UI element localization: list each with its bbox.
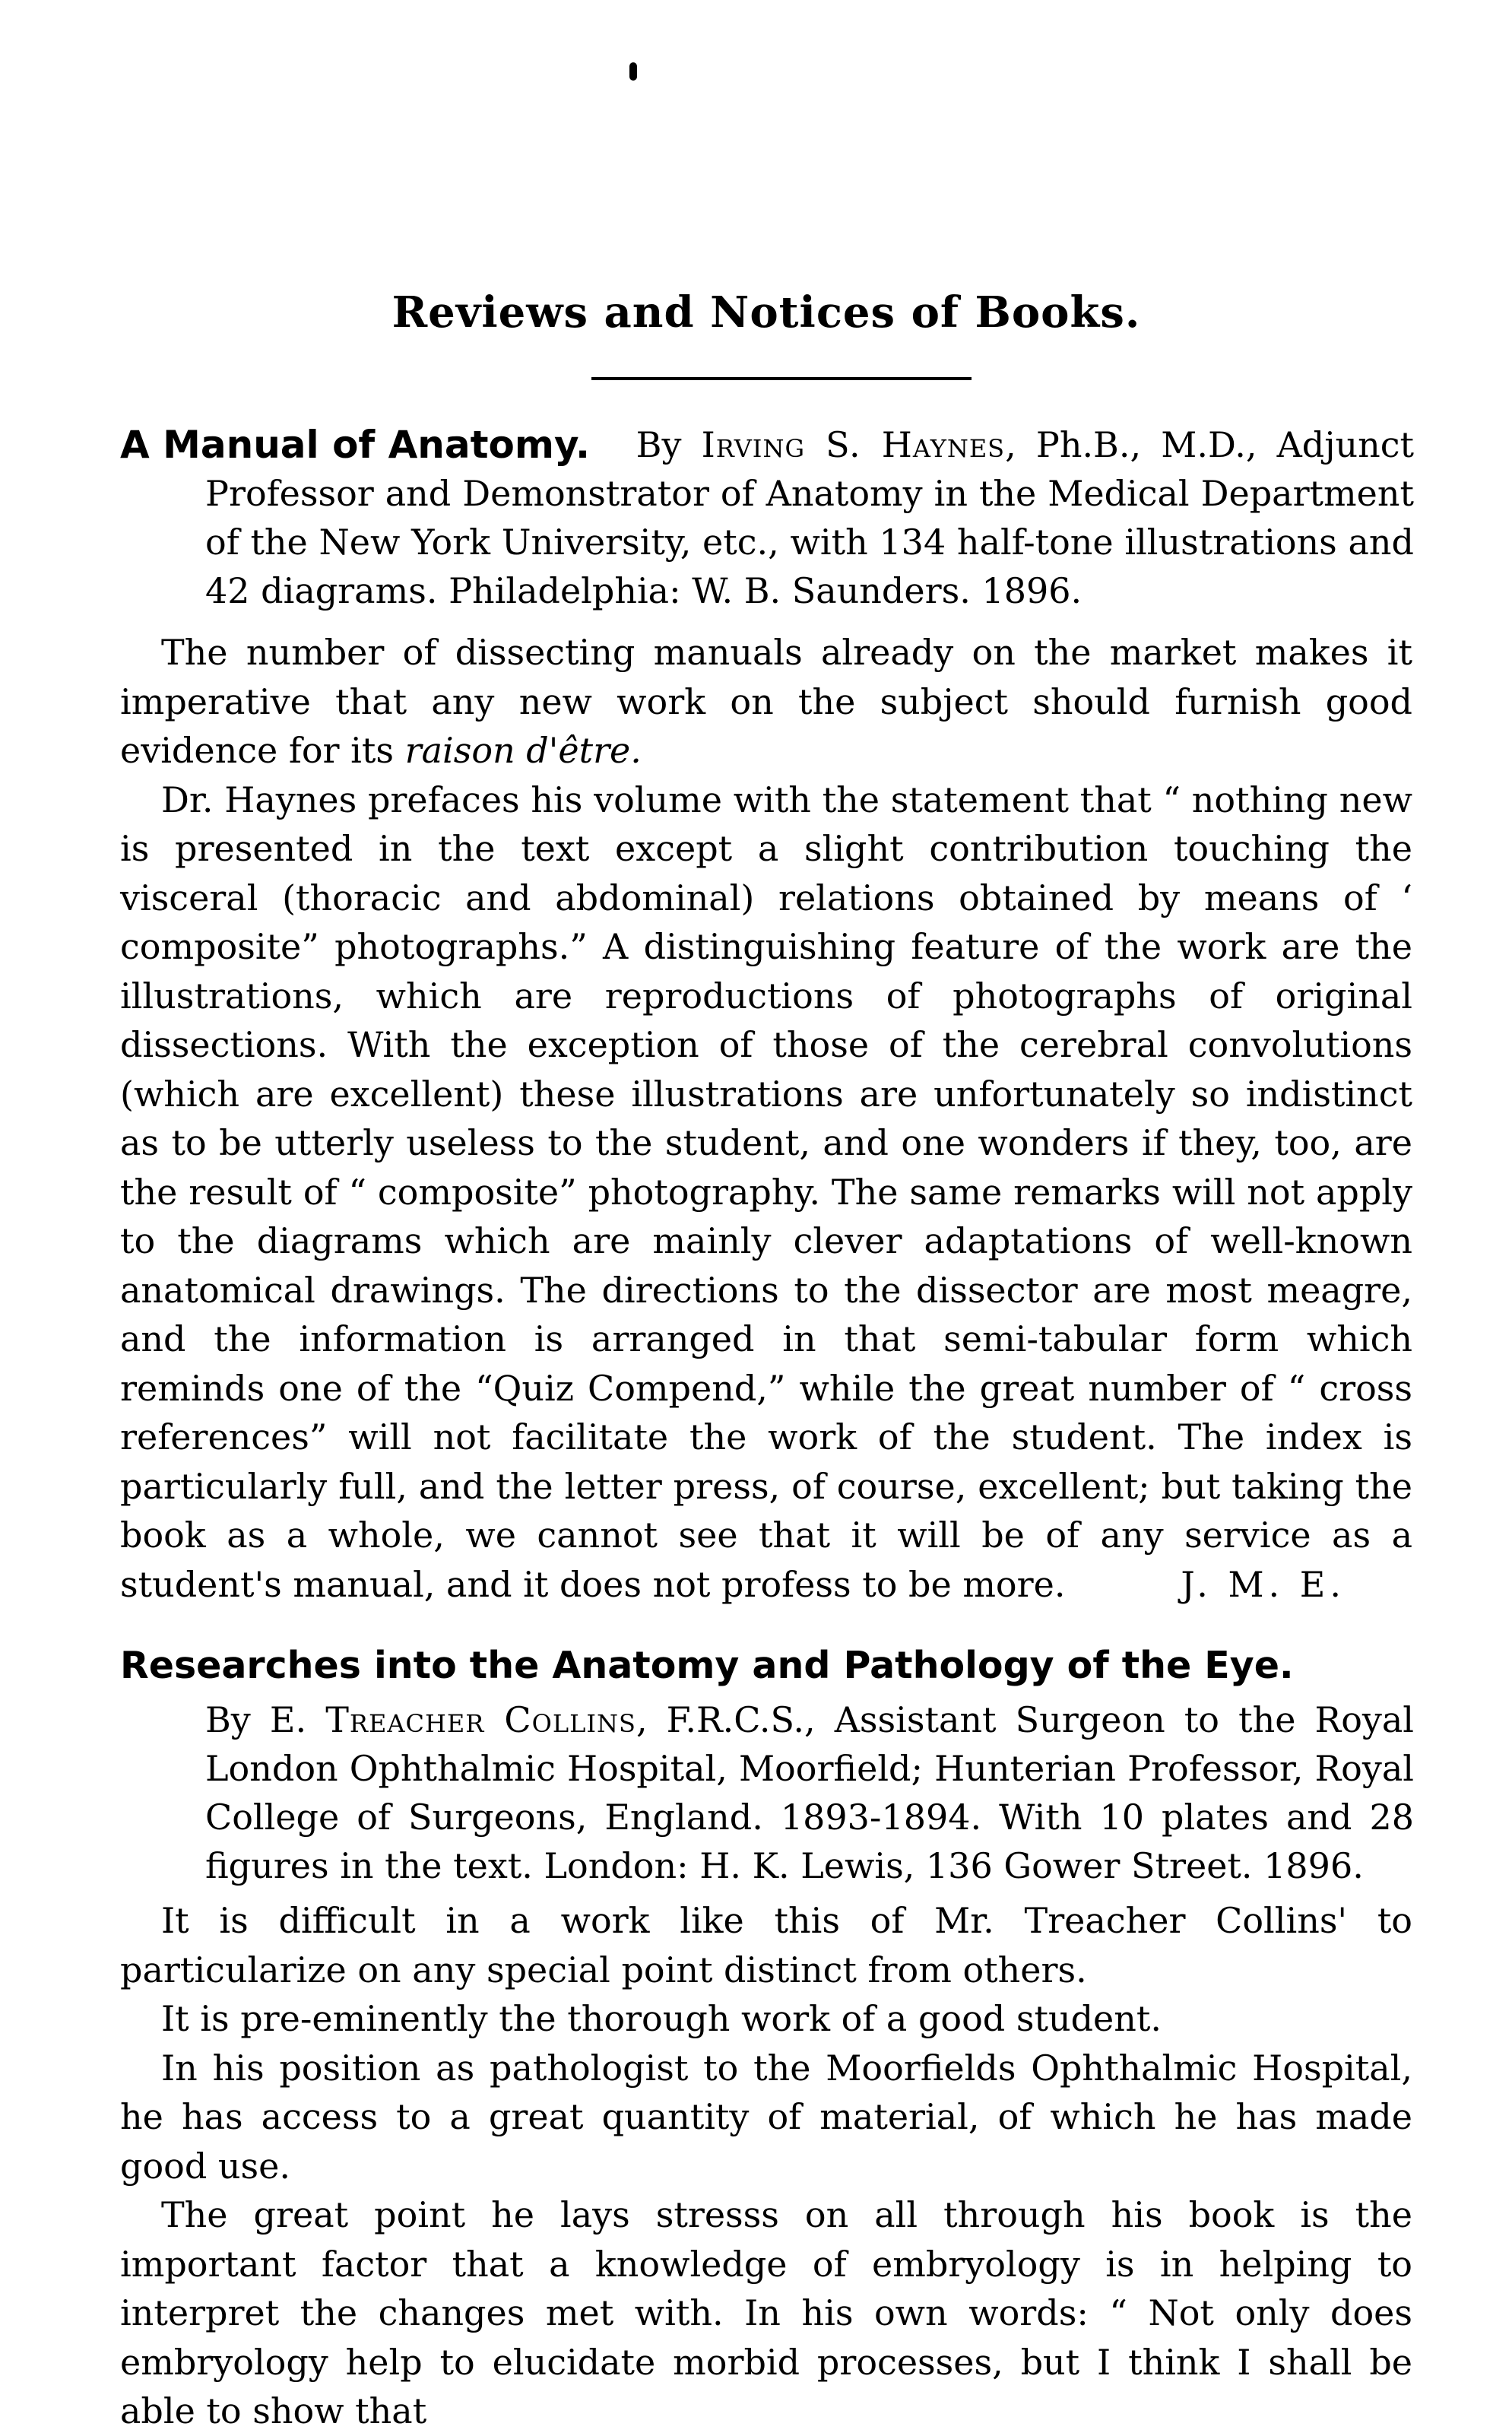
review1-title: A Manual of Anatomy.: [120, 423, 590, 467]
review2-title: Researches into the Anatomy and Pathology of the Eye.: [120, 1644, 1294, 1687]
review1-signature: J. M. E.: [1181, 1563, 1346, 1605]
review2-paragraph-2: It is pre-eminently the thorough work of a good student.: [161, 1998, 1162, 2039]
review1-paragraph-2: Dr. Haynes prefaces his volume with the statement that “ nothing new is presented in the text except a slight contribution touching the visceral (thoracic and abdominal) relations obtained by means of ‘ composite” photographs.” A distinguishing feature of the work are the illustrations, which are reproductions of photographs of original dissections. With the exception of those of the cerebral convolutions (which are excellent) these illustrations are unfortunately so indistinct as to be utterly useless to the student, and one wonders if they, too, are the result of “ composite” photography. The same remarks will not apply to the diagrams which are mainly clever adaptations of well-known anatomical drawings. The directions to the dissector are most meagre, and the information is arranged in that semi-tabular form which reminds one of the “Quiz Compend,” while the great number of “ cross references” will not facilitate the work of the student. The index is particularly full, and the letter press, of course, excellent; but taking the book as a whole, we cannot see that it will be of any service as a student's manual, and it does not profess to be more. J. M. E.: [120, 776, 1412, 1610]
review1-paragraph-1: The number of dissecting manuals already on the market makes it imperative that any new work on the subject should furnish good evidence for its raison d'être.: [120, 632, 1412, 771]
review2-citation: [205, 1695, 1414, 1890]
review1-by: By: [636, 424, 682, 465]
review1-citation: [205, 420, 1414, 615]
header-rule: [591, 377, 972, 380]
review1-body: [120, 628, 1412, 1609]
review2-by: By E.: [205, 1699, 307, 1740]
ink-mark: [629, 62, 637, 81]
review2-citation-text: , F.R.C.S., Assistant Surgeon to the Royal London Ophthalmic Hospital, Moorfield; Hunterian Professor, Royal College of Surgeons, England. 1893-1894. With 10 plates and 28 figures in the text. London: H. K. Lewis, 136 Gower Street. 1896.: [205, 1699, 1415, 1886]
review1-citation-text: , Ph.B., M.D., Adjunct Professor and Demonstrator of Anatomy in the Medical Department of the New York University, etc., with 134 half-tone illustrations and 42 diagrams. Philadelphia: W. B. Saunders. 1896.: [205, 424, 1415, 611]
review2-paragraph-1: It is difficult in a work like this of Mr. Treacher Collins' to particularize on any special point distinct from others.: [120, 1900, 1412, 1990]
review2-body: [120, 1896, 1412, 2436]
section-header: Reviews and Notices of Books.: [391, 287, 1141, 338]
review1-author: Irving S. Haynes: [701, 424, 1006, 465]
review2-author: Treacher Collins: [325, 1699, 636, 1740]
review1-italic-phrase: raison d'être.: [404, 730, 642, 771]
review2-paragraph-3: In his position as pathologist to the Moorfields Ophthalmic Hospital, he has access to a great quantity of material, of which he has made good use.: [120, 2047, 1412, 2187]
review2-paragraph-4: The great point he lays stresss on all through his book is the important factor that a knowledge of embryology is in helping to interpret the changes met with. In his own words: “ Not only does embryology help to elucidate morbid processes, but I think I shall be able to show that: [120, 2194, 1412, 2431]
